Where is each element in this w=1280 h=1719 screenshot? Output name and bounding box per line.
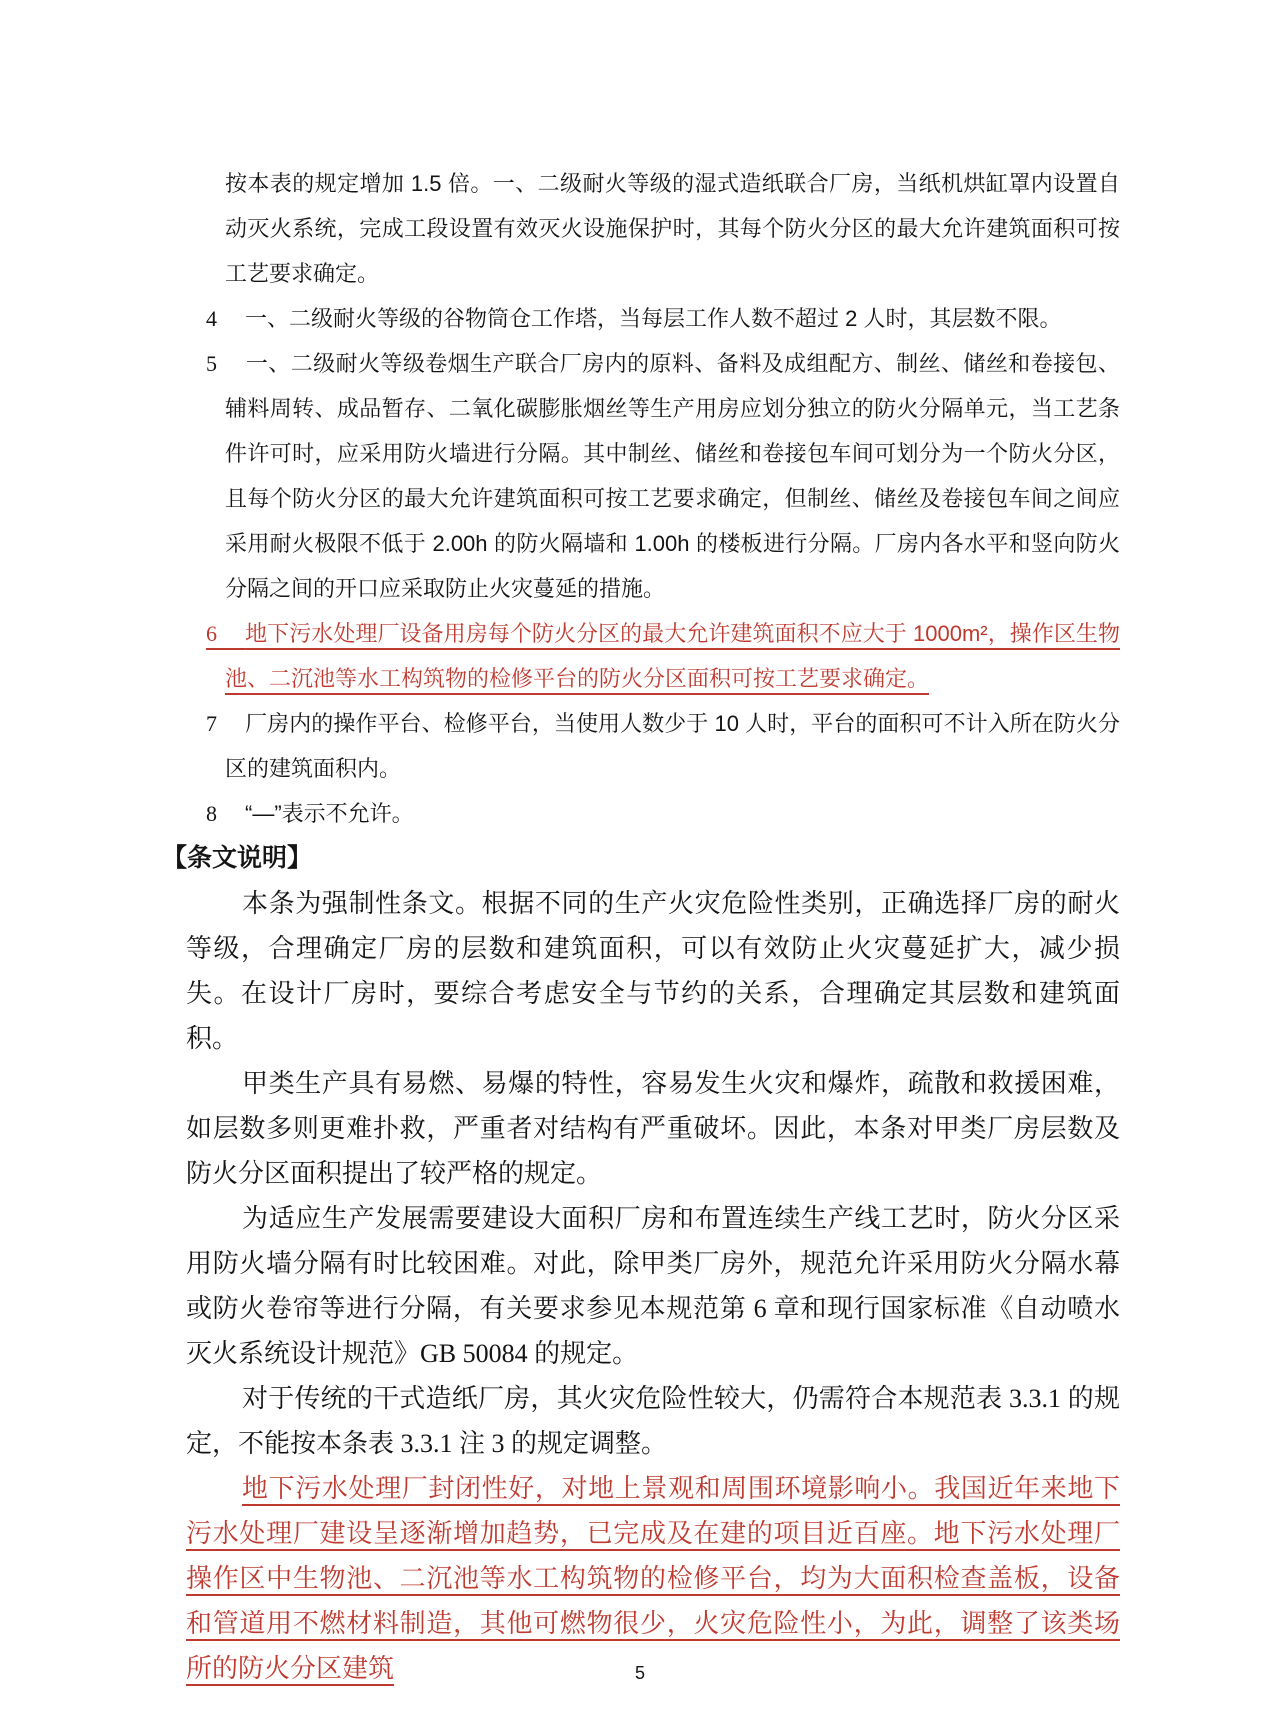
note-item-4 — [206, 296, 1120, 341]
note-continuation — [225, 161, 1120, 296]
note-number-gap — [217, 801, 245, 826]
note-item-7 — [206, 701, 1120, 791]
note-number: 5 — [206, 351, 217, 376]
note-text: 一、二级耐火等级的谷物筒仓工作塔，当每层工作人数不超过 2 人时，其层数不限。 — [245, 306, 1062, 331]
commentary-paragraph — [186, 1376, 1120, 1466]
page-content — [162, 161, 1120, 1691]
note-item-6 — [206, 611, 1120, 701]
note-number-gap — [217, 711, 245, 736]
emphasis-underline — [206, 621, 1120, 691]
page-number: 5 — [634, 1663, 645, 1683]
table-notes-section — [162, 161, 1120, 836]
note-number: 4 — [206, 306, 217, 331]
paragraph-text: 甲类生产具有易燃、易爆的特性，容易发生火灾和爆炸，疏散和救援困难，如层数多则更难扑救，严重者对结构有严重破坏。因此，本条对甲类厂房层数及防火分区面积提出了较严格的规定。 — [186, 1069, 1120, 1188]
note-text: 按本表的规定增加 1.5 倍。一、二级耐火等级的湿式造纸联合厂房，当纸机烘缸罩内设置自动灭火系统，完成工段设置有效灭火设施保护时，其每个防火分区的最大允许建筑面积可按工艺要求确定。 — [225, 171, 1120, 286]
note-number: 6 — [206, 621, 217, 646]
commentary-paragraph-emphasized — [186, 1466, 1120, 1691]
commentary-section — [162, 836, 1120, 1691]
note-text: 厂房内的操作平台、检修平台，当使用人数少于 10 人时，平台的面积可不计入所在防火分区的建筑面积内。 — [225, 711, 1120, 781]
paragraph-text: 地下污水处理厂封闭性好，对地上景观和周围环境影响小。我国近年来地下污水处理厂建设呈逐渐增加趋势，已完成及在建的项目近百座。地下污水处理厂操作区中生物池、二沉池等水工构筑物的检修平台，均为大面积检查盖板，设备和管道用不燃材料制造，其他可燃物很少，火灾危险性小，为此，调整了该类场所的防火分区建筑 — [186, 1474, 1120, 1683]
note-number: 7 — [206, 711, 217, 736]
commentary-paragraph — [186, 881, 1120, 1061]
commentary-paragraph — [186, 1061, 1120, 1196]
note-item-8 — [206, 791, 1120, 836]
note-number: 8 — [206, 801, 217, 826]
note-text: “—”表示不允许。 — [245, 801, 414, 826]
paragraph-text: 本条为强制性条文。根据不同的生产火灾危险性类别，正确选择厂房的耐火等级，合理确定厂房的层数和建筑面积，可以有效防止火灾蔓延扩大，减少损失。在设计厂房时，要综合考虑安全与节约的关系，合理确定其层数和建筑面积。 — [186, 889, 1120, 1053]
paragraph-text: 对于传统的干式造纸厂房，其火灾危险性较大，仍需符合本规范表 3.3.1 的规定，不能按本条表 3.3.1 注 3 的规定调整。 — [186, 1384, 1120, 1458]
commentary-heading: 【条文说明】 — [162, 844, 313, 872]
note-text: 一、二级耐火等级卷烟生产联合厂房内的原料、备料及成组配方、制丝、储丝和卷接包、辅料周转、成品暂存、二氧化碳膨胀烟丝等生产用房应划分独立的防火分隔单元，当工艺条件许可时，应采用防火墙进行分隔。其中制丝、储丝和卷接包车间可划分为一个防火分区，且每个防火分区的最大允许建筑面积可按工艺要求确定，但制丝、储丝及卷接包车间之间应采用耐火极限不低于 2.00h 的防火隔墙和 1.00h 的楼板进行分隔。厂房内各水平和竖向防火分隔之间的开口应采取防止火灾蔓延的措施。 — [225, 351, 1120, 601]
note-number-gap — [217, 621, 245, 646]
note-number-gap — [217, 306, 245, 331]
note-item-5 — [206, 341, 1120, 611]
note-text: 地下污水处理厂设备用房每个防火分区的最大允许建筑面积不应大于 1000m²，操作区生物池、二沉池等水工构筑物的检修平台的防火分区面积可按工艺要求确定。 — [225, 621, 1120, 691]
note-number-gap — [217, 351, 246, 376]
commentary-paragraph — [186, 1196, 1120, 1376]
emphasis-underline — [186, 1474, 1120, 1683]
paragraph-text: 为适应生产发展需要建设大面积厂房和布置连续生产线工艺时，防火分区采用防火墙分隔有时比较困难。对此，除甲类厂房外，规范允许采用防火分隔水幕或防火卷帘等进行分隔，有关要求参见本规范第 6 章和现行国家标准《自动喷水灭火系统设计规范》GB 50084 的规定。 — [186, 1204, 1120, 1368]
